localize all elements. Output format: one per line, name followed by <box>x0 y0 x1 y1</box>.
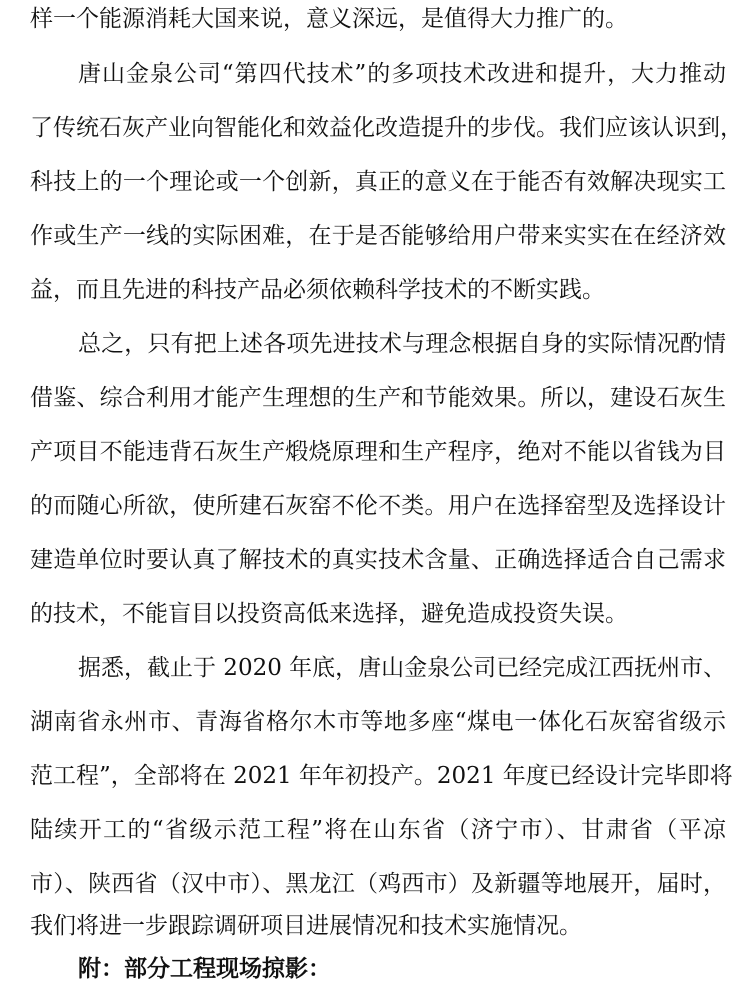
appendix-heading: 附：部分工程现场掠影： <box>78 955 331 982</box>
paragraph-line: 作或生产一线的实际困难，在于是否能够给用户带来实实在在经济效 <box>30 223 726 249</box>
paragraph-line: 借鉴、综合利用才能产生理想的生产和节能效果。所以，建设石灰生 <box>30 385 726 411</box>
paragraph-line: 唐山金泉公司“第四代技术”的多项技术改进和提升，大力推动 <box>78 61 726 87</box>
paragraph-line: 了传统石灰产业向智能化和效益化改造提升的步伐。我们应该认识到， <box>30 115 743 141</box>
paragraph-line: 产项目不能违背石灰生产煅烧原理和生产程序，绝对不能以省钱为目 <box>30 439 726 465</box>
paragraph-line: 总之，只有把上述各项先进技术与理念根据自身的实际情况酌情 <box>78 331 726 357</box>
paragraph-line: 陆续开工的“省级示范工程”将在山东省（济宁市）、甘肃省（平凉 <box>30 817 726 843</box>
paragraph-line: 的而随心所欲，使所建石灰窑不伦不类。用户在选择窑型及选择设计 <box>30 493 726 519</box>
paragraph-line: 样一个能源消耗大国来说，意义深远，是值得大力推广的。 <box>30 6 628 32</box>
paragraph-line: 科技上的一个理论或一个创新，真正的意义在于能否有效解决现实工 <box>30 169 726 195</box>
paragraph-line: 益，而且先进的科技产品必须依赖科学技术的不断实践。 <box>30 277 605 303</box>
paragraph-line: 建造单位时要认真了解技术的真实技术含量、正确选择适合自己需求 <box>30 547 726 573</box>
paragraph-line: 市）、陕西省（汉中市）、黑龙江（鸡西市）及新疆等地展开，届时， <box>30 871 726 897</box>
paragraph-line: 我们将进一步跟踪调研项目进展情况和技术实施情况。 <box>30 913 582 939</box>
paragraph-line: 据悉，截止于 2020 年底，唐山金泉公司已经完成江西抚州市、 <box>78 655 727 681</box>
paragraph-line: 范工程”，全部将在 2021 年年初投产。2021 年度已经设计完毕即将 <box>30 763 733 789</box>
paragraph-line: 的技术，不能盲目以投资高低来选择，避免造成投资失误。 <box>30 601 628 627</box>
paragraph-line: 湖南省永州市、青海省格尔木市等地多座“煤电一体化石灰窑省级示 <box>30 709 726 735</box>
